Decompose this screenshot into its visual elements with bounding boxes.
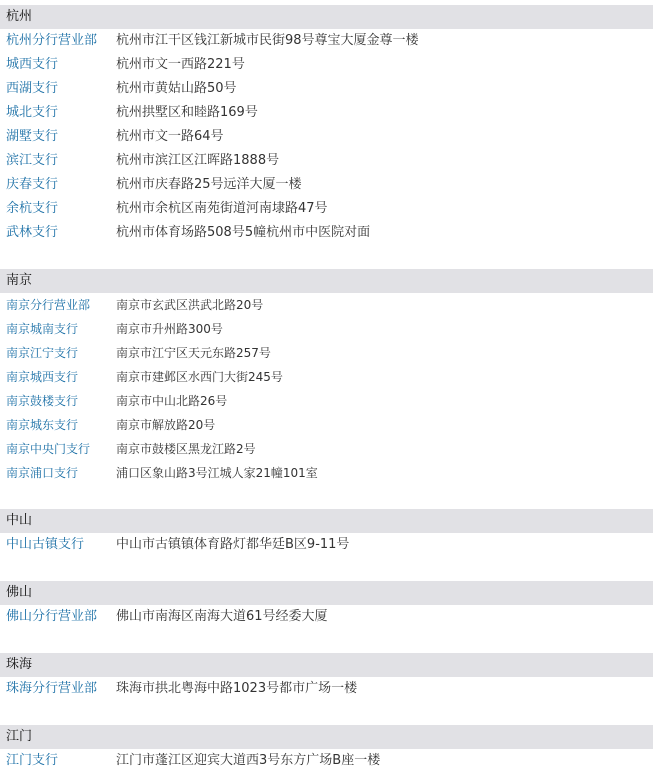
branch-name-link[interactable]: 珠海分行营业部: [6, 681, 98, 696]
branch-name-link[interactable]: 佛山分行营业部: [6, 609, 98, 624]
city-header: 杭州: [0, 5, 653, 29]
branch-row: [0, 77, 653, 101]
branch-name-link[interactable]: 南京中央门支行: [6, 442, 91, 456]
branch-name-link[interactable]: 南京城东支行: [6, 418, 79, 432]
branch-name-link[interactable]: 中山古镇支行: [6, 537, 85, 552]
branch-address: 杭州市文一路64号: [116, 129, 224, 144]
branch-address: 佛山市南海区南海大道61号经委大厦: [116, 609, 328, 624]
branch-row: [0, 413, 653, 437]
branch-row: [0, 221, 653, 245]
branch-address: 南京市鼓楼区黑龙江路2号: [116, 442, 256, 456]
branch-name-link[interactable]: 湖墅支行: [6, 129, 59, 144]
branch-address: 江门市蓬江区迎宾大道西3号东方广场B座一楼: [116, 753, 381, 768]
branch-name-link[interactable]: 城北支行: [6, 105, 59, 120]
branch-address: 杭州市黄姑山路50号: [116, 81, 237, 96]
branch-row: [0, 173, 653, 197]
branch-name-link[interactable]: 南京浦口支行: [6, 466, 79, 480]
branch-row: [0, 197, 653, 221]
branch-row: [0, 389, 653, 413]
branch-name-link[interactable]: 滨江支行: [6, 153, 59, 168]
city-section-jiangmen: [0, 725, 653, 773]
branch-address: 杭州市滨江区江晖路1888号: [116, 153, 280, 168]
branch-row: [0, 317, 653, 341]
branch-name-link[interactable]: 南京鼓楼支行: [6, 394, 79, 408]
branch-address: 杭州市余杭区南苑街道河南埭路47号: [116, 201, 328, 216]
branch-name-link[interactable]: 南京城南支行: [6, 322, 79, 336]
city-section-zhongshan: [0, 509, 653, 557]
branch-address: 南京市建邺区水西门大街245号: [116, 370, 283, 384]
branch-row: [0, 101, 653, 125]
branch-address: 杭州市江干区钱江新城市民街98号尊宝大厦金尊一楼: [116, 33, 419, 48]
branch-name-link[interactable]: 南京城西支行: [6, 370, 79, 384]
branch-name-link[interactable]: 南京分行营业部: [6, 298, 91, 312]
branch-address: 浦口区象山路3号江城人家21幢101室: [116, 466, 318, 480]
city-header: 中山: [0, 509, 653, 533]
branch-address: 杭州市体育场路508号5幢杭州市中医院对面: [116, 225, 371, 240]
branch-name-link[interactable]: 武林支行: [6, 225, 59, 240]
branch-name-link[interactable]: 西湖支行: [6, 81, 59, 96]
branch-row: [0, 341, 653, 365]
branch-name-link[interactable]: 杭州分行营业部: [6, 33, 98, 48]
branch-address: 南京市玄武区洪武北路20号: [116, 298, 264, 312]
branch-row: [0, 293, 653, 317]
branch-row: [0, 605, 653, 629]
branch-address: 南京市解放路20号: [116, 418, 216, 432]
city-header: 珠海: [0, 653, 653, 677]
branch-row: [0, 677, 653, 701]
branch-row: [0, 749, 653, 773]
branch-address: 珠海市拱北粤海中路1023号都市广场一楼: [116, 681, 358, 696]
branch-address: 杭州拱墅区和睦路169号: [116, 105, 258, 120]
branch-name-link[interactable]: 江门支行: [6, 753, 59, 768]
branch-row: [0, 365, 653, 389]
branch-row: [0, 53, 653, 77]
branch-address: 中山市古镇镇体育路灯都华廷B区9-11号: [116, 537, 350, 552]
branch-row: [0, 461, 653, 485]
branch-row: [0, 533, 653, 557]
city-section-foshan: [0, 581, 653, 629]
city-section-zhuhai: [0, 653, 653, 701]
branch-row: [0, 125, 653, 149]
city-header: 南京: [0, 269, 653, 293]
city-section-nanjing: [0, 269, 653, 485]
branch-address: 南京市升州路300号: [116, 322, 223, 336]
branch-name-link[interactable]: 余杭支行: [6, 201, 59, 216]
branch-address: 杭州市庆春路25号远洋大厦一楼: [116, 177, 302, 192]
branch-row: [0, 149, 653, 173]
city-section-hangzhou: [0, 5, 653, 245]
branch-row: [0, 437, 653, 461]
branch-row: [0, 29, 653, 53]
branch-name-link[interactable]: 庆春支行: [6, 177, 59, 192]
city-header: 江门: [0, 725, 653, 749]
branch-name-link[interactable]: 城西支行: [6, 57, 59, 72]
branch-address: 南京市江宁区天元东路257号: [116, 346, 271, 360]
branch-address: 杭州市文一西路221号: [116, 57, 245, 72]
branch-name-link[interactable]: 南京江宁支行: [6, 346, 79, 360]
branch-address: 南京市中山北路26号: [116, 394, 228, 408]
city-header: 佛山: [0, 581, 653, 605]
